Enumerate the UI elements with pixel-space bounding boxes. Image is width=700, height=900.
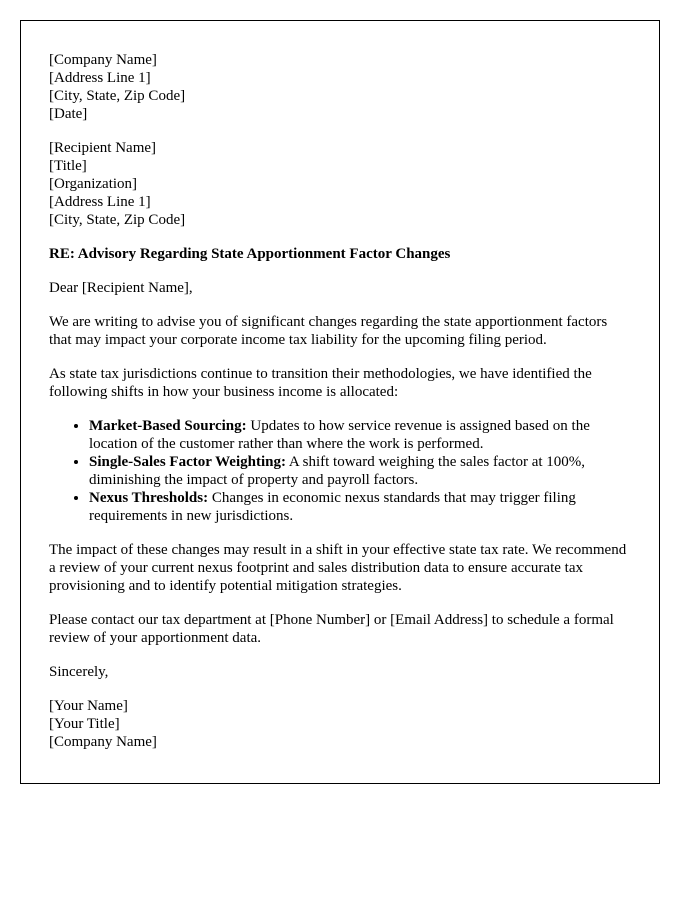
recipient-address-block — [49, 139, 631, 229]
list-item — [89, 417, 631, 453]
change-term: Market-Based Sourcing: — [89, 418, 247, 434]
letter-page — [20, 20, 660, 784]
recipient-city-state-zip: [City, State, Zip Code] — [49, 212, 186, 228]
contact-paragraph: Please contact our tax department at [Phone Number] or [Email Address] to schedule a formal review of your apportionment data. — [49, 612, 614, 646]
sender-company: [Company Name] — [49, 52, 157, 68]
change-description: Changes in economic nexus standards that may trigger filing requirements in new jurisdictions. — [89, 490, 576, 524]
change-term: Single-Sales Factor Weighting: — [89, 454, 286, 470]
letter-date: [Date] — [49, 106, 88, 122]
recipient-organization: [Organization] — [49, 176, 138, 192]
context-paragraph: As state tax jurisdictions continue to transition their methodologies, we have identified the following shifts in how your business income is allocated: — [49, 366, 592, 400]
intro-paragraph: We are writing to advise you of significant changes regarding the state apportionment factors that may impact your corporate income tax liability for the upcoming filing period. — [49, 314, 608, 348]
change-description: A shift toward weighing the sales factor at 100%, diminishing the impact of property and payroll factors. — [89, 454, 586, 488]
recipient-name: [Recipient Name] — [49, 140, 157, 156]
closing: Sincerely, — [49, 664, 109, 680]
signer-title: [Your Title] — [49, 716, 120, 732]
sender-address-block — [49, 51, 631, 123]
recipient-address-line: [Address Line 1] — [49, 194, 151, 210]
impact-paragraph: The impact of these changes may result in a shift in your effective state tax rate. We recommend a review of your current nexus footprint and sales distribution data to ensure accurate tax provisioning and to identify potential mitigation strategies. — [49, 542, 627, 594]
signer-company: [Company Name] — [49, 734, 157, 750]
sender-address-line: [Address Line 1] — [49, 70, 151, 86]
change-term: Nexus Thresholds: — [89, 490, 209, 506]
list-item — [89, 453, 631, 489]
sender-city-state-zip: [City, State, Zip Code] — [49, 88, 186, 104]
recipient-title: [Title] — [49, 158, 87, 174]
subject-line: RE: Advisory Regarding State Apportionment Factor Changes — [49, 246, 451, 262]
change-description: Updates to how service revenue is assigned based on the location of the customer rather than where the work is performed. — [89, 418, 590, 452]
changes-list — [49, 417, 631, 525]
signature-block — [49, 697, 631, 751]
list-item — [89, 489, 631, 525]
salutation: Dear [Recipient Name], — [49, 280, 193, 296]
signer-name: [Your Name] — [49, 698, 128, 714]
